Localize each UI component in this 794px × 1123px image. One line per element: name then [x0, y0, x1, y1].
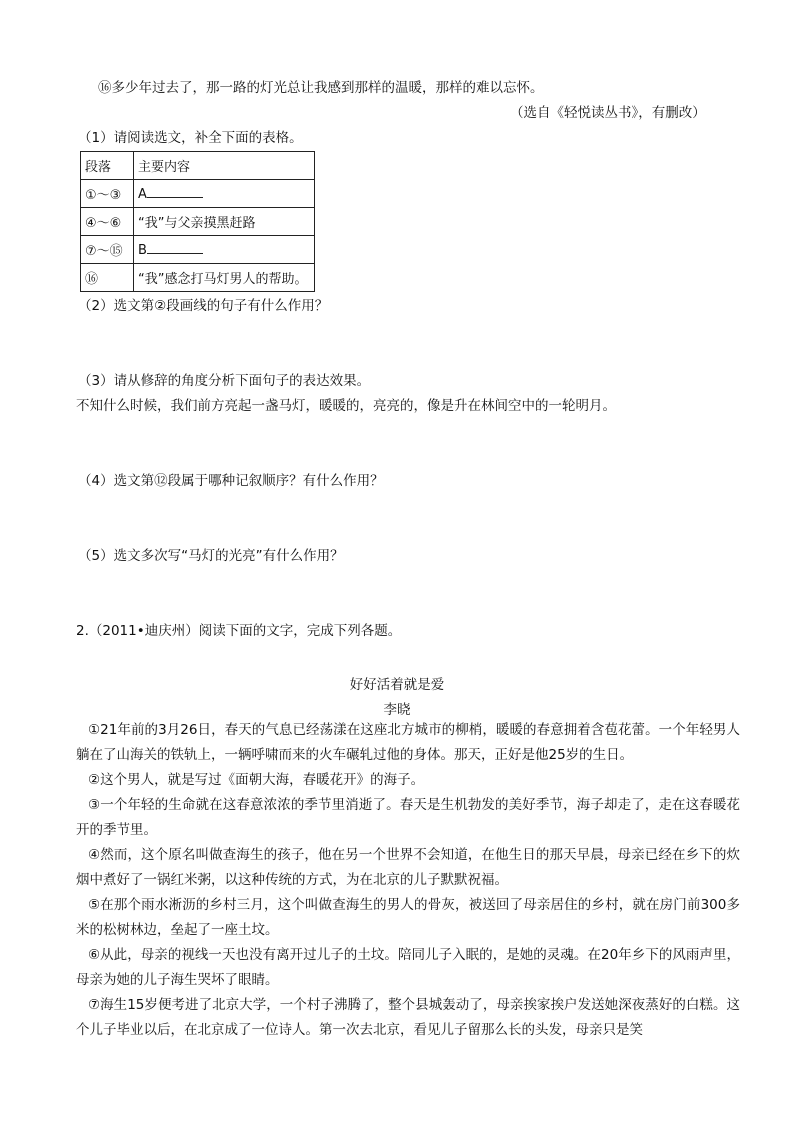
answer-blank[interactable]	[147, 241, 203, 254]
question-4: （4）选文第⑫段属于哪种记叙顺序？有什么作用？	[78, 473, 384, 489]
question-1: （1）请阅读选文，补全下面的表格。	[78, 130, 303, 146]
table-cell-content: “我”与父亲摸黑赶路	[134, 208, 315, 236]
article-paragraph: ②这个男人，就是写过《面朝大海，春暖花开》的海子。	[88, 772, 425, 788]
table-cell-content: “我”感念打马灯男人的帮助。	[134, 264, 315, 292]
source-note: （选自《轻悦读丛书》，有删改）	[510, 105, 706, 121]
question-2: （2）选文第②段画线的句子有什么作用？	[78, 298, 329, 314]
table-cell-content[interactable]	[134, 236, 315, 264]
table-row	[81, 208, 315, 236]
table-cell-content[interactable]	[134, 180, 315, 208]
article-paragraph: ⑥从此，母亲的视线一天也没有离开过儿子的土坟。陪同儿子入眠的，是她的灵魂。在20年乡下的风雨声里，母亲为她的儿子海生哭坏了眼睛。	[76, 947, 740, 988]
table-cell-paragraph: ⑦～⑮	[81, 236, 134, 264]
article-paragraph: ③一个年轻的生命就在这春意浓浓的季节里消逝了。春天是生机勃发的美好季节，海子却走了，走在这春暖花开的季节里。	[76, 797, 740, 838]
summary-table	[80, 151, 315, 292]
article-paragraph: ⑦海生15岁便考进了北京大学，一个村子沸腾了，整个县城轰动了，母亲挨家挨户发送她深夜蒸好的白糕。这个儿子毕业以后，在北京成了一位诗人。第一次去北京，看见儿子留那么长的头发，母亲只是笑	[76, 997, 740, 1038]
paragraph-16: ⑯多少年过去了，那一路的灯光总让我感到那样的温暖，那样的难以忘怀。	[98, 80, 544, 96]
article-paragraph: ④然而，这个原名叫做查海生的孩子，他在另一个世界不会知道，在他生日的那天早晨，母亲已经在乡下的炊烟中煮好了一锅红米粥，以这种传统的方式，为在北京的儿子默默祝福。	[76, 847, 740, 888]
table-header-row	[81, 152, 315, 180]
table-header-cell: 主要内容	[134, 152, 315, 180]
table-cell-paragraph: ④～⑥	[81, 208, 134, 236]
table-header-cell: 段落	[81, 152, 134, 180]
table-row	[81, 180, 315, 208]
article-paragraph: ①21年前的3月26日，春天的气息已经荡漾在这座北方城市的柳梢，暖暖的春意拥着含苞花蕾。一个年轻男人躺在了山海关的铁轨上，一辆呼啸而来的火车碾轧过他的身体。那天，正好是他25岁的生日。	[76, 722, 740, 763]
answer-blank[interactable]	[147, 185, 203, 198]
article-author: 李晓	[383, 702, 411, 718]
table-row	[81, 264, 315, 292]
article-paragraph: ⑤在那个雨水淅沥的乡村三月，这个叫做查海生的男人的骨灰，被送回了母亲居住的乡村，就在房门前300多米的松树林边，垒起了一座土坟。	[76, 897, 740, 938]
table-cell-paragraph: ⑯	[81, 264, 134, 292]
problem-2-heading: 2.（2011•迪庆州）阅读下面的文字，完成下列各题。	[76, 623, 402, 639]
question-3-sentence: 不知什么时候，我们前方亮起一盏马灯，暖暖的，亮亮的，像是升在林间空中的一轮明月。	[76, 398, 616, 414]
article-body	[76, 718, 740, 1043]
question-5: （5）选文多次写“马灯的光亮”有什么作用？	[78, 548, 344, 564]
article-title: 好好活着就是爱	[349, 677, 445, 693]
question-3: （3）请从修辞的角度分析下面句子的表达效果。	[78, 373, 371, 389]
table-cell-paragraph: ①～③	[81, 180, 134, 208]
content-label: B	[138, 243, 147, 258]
table-row	[81, 236, 315, 264]
content-label: A	[138, 187, 147, 202]
